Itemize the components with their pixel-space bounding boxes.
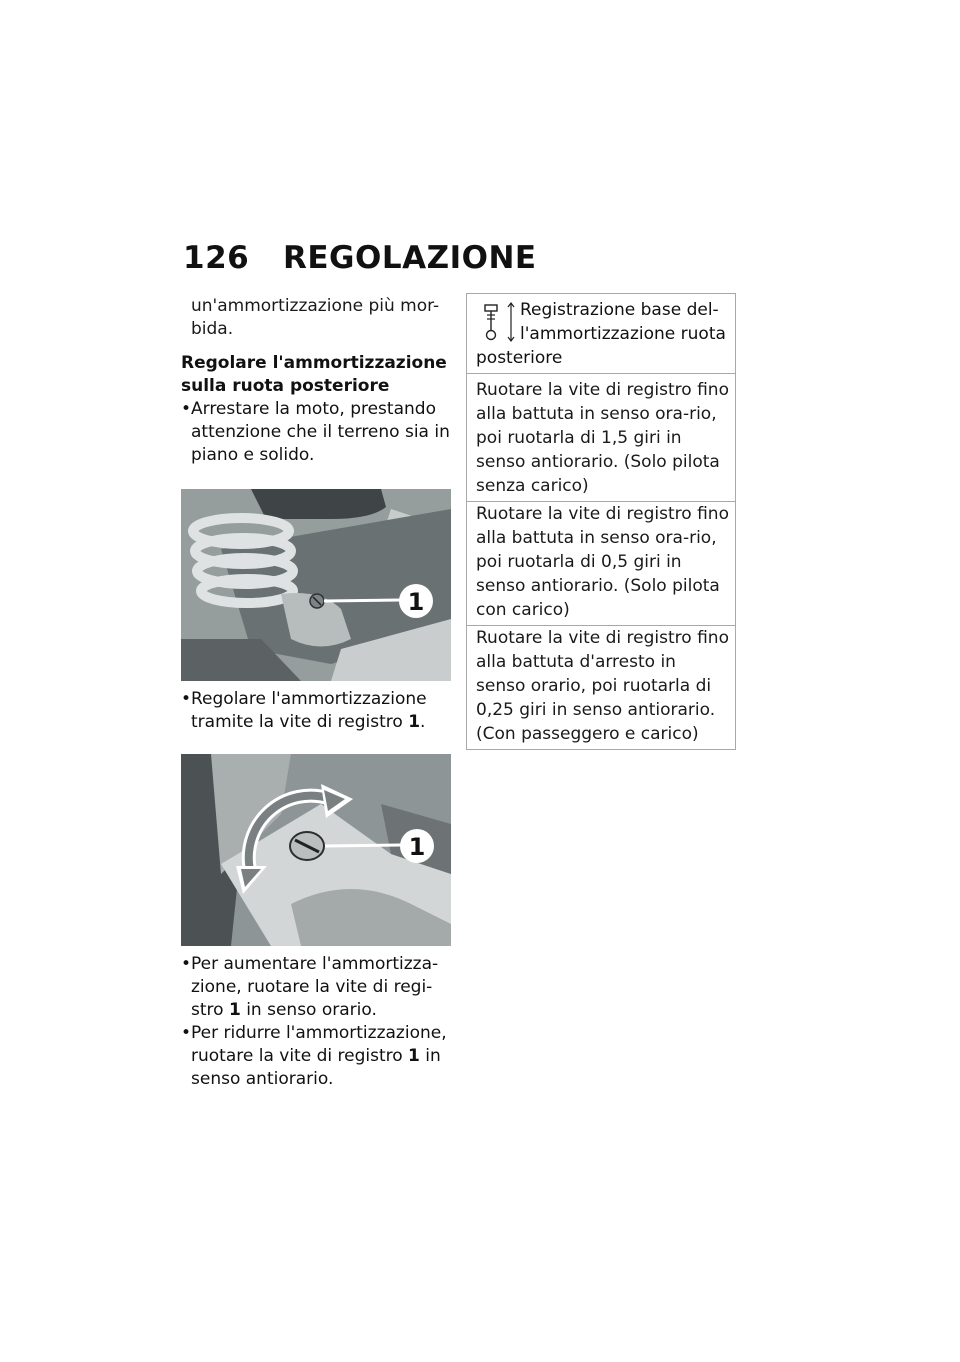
bullet-decrease-ref: 1 — [408, 1046, 420, 1066]
spec-row-rider-with-load: Ruotare la vite di registro fino alla battuta in senso ora-rio, poi ruotarla di 0,5 giri in senso antiorario. (Solo pilota con carico) — [467, 501, 735, 625]
adjust-screw-illustration — [181, 754, 451, 946]
bullet-park-bike — [181, 398, 453, 467]
left-column — [181, 295, 453, 1091]
shock-absorber-illustration — [181, 489, 451, 681]
bullet-park-bike-text: Arrestare la moto, prestando attenzione che il terreno sia in piano e solido. — [191, 399, 450, 465]
figure1-callout: 1 — [407, 588, 425, 616]
shock-absorber-tool-icon — [481, 300, 519, 344]
bullet-increase-end: in senso orario. — [240, 1000, 377, 1020]
bullet-adjust-end: . — [420, 712, 426, 732]
figure-shock-absorber — [181, 489, 451, 681]
bullet-dot: • — [181, 1023, 192, 1043]
spec-header-line-2: l'ammortizzazione ruota — [520, 324, 726, 344]
bullet-adjust-ref: 1 — [408, 712, 421, 732]
bullet-dot: • — [181, 689, 192, 709]
spec-header-line-3: posteriore — [476, 348, 563, 368]
intro-line-2: bida. — [191, 319, 234, 339]
section-heading-line-1: Regolare l'ammortizzazione — [181, 353, 447, 373]
section-heading-line-2: sulla ruota posteriore — [181, 376, 390, 396]
bullet-adjust-text: Regolare l'ammortizzazione tramite la vite di registro — [191, 689, 427, 732]
intro-text — [181, 295, 453, 341]
intro-line-1: un'ammortizzazione più mor- — [191, 296, 440, 316]
bullet-adjust — [181, 688, 453, 734]
bullet-increase — [181, 953, 453, 1022]
bullet-decrease-end: in senso antiorario. — [191, 1046, 441, 1089]
bullet-decrease — [181, 1022, 453, 1091]
spec-table-header — [467, 294, 735, 373]
bullet-increase-text: Per aumentare l'ammortizza-zione, ruotare la vite di regi-stro — [191, 954, 439, 1020]
spec-row-passenger-and-load: Ruotare la vite di registro fino alla battuta d'arresto in senso orario, poi ruotarla di 0,25 giri in senso antiorario. (Con passeggero e carico) — [467, 625, 735, 749]
bullet-increase-ref: 1 — [228, 1000, 241, 1020]
right-column — [466, 293, 736, 750]
section-heading — [181, 352, 453, 398]
spec-header-line-1: Registrazione base del- — [520, 300, 719, 320]
spec-row-rider-no-load: Ruotare la vite di registro fino alla battuta in senso ora-rio, poi ruotarla di 1,5 giri in senso antiorario. (Solo pilota senza carico) — [467, 373, 735, 501]
figure2-callout: 1 — [408, 833, 426, 861]
page-number: 126 — [183, 240, 250, 276]
bullet-dot: • — [181, 399, 192, 419]
figure-adjust-screw — [181, 754, 451, 946]
spec-table — [466, 293, 736, 750]
bullet-decrease-text: Per ridurre l'ammortizzazione, ruotare la vite di registro — [191, 1023, 447, 1066]
page-title: REGOLAZIONE — [283, 240, 537, 276]
bullet-dot: • — [181, 954, 192, 974]
